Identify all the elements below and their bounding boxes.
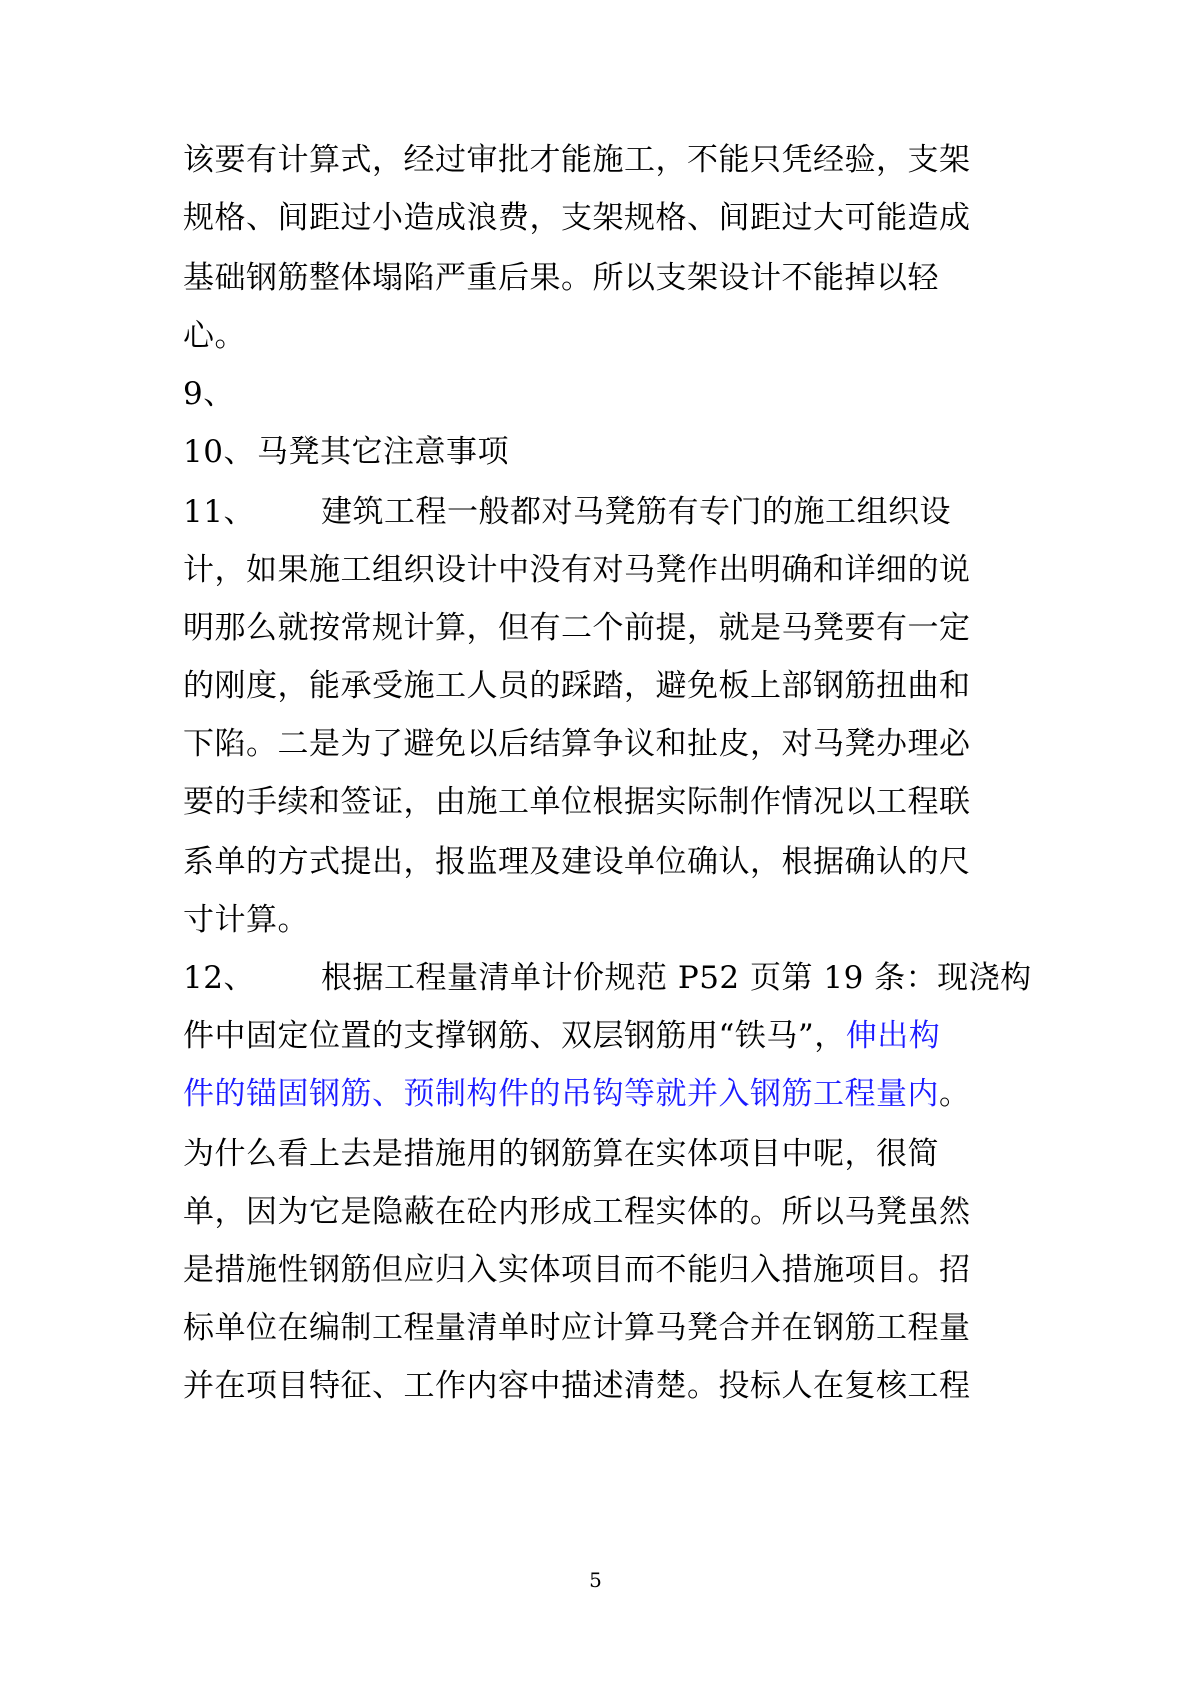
text-line: 明那么就按常规计算，但有二个前提，就是马凳要有一定	[183, 610, 971, 646]
text-line: 基础钢筋整体塌陷严重后果。所以支架设计不能掉以轻	[183, 260, 939, 296]
paragraph-text: 根据工程量清单计价规范 P52 页第 19 条：现浇构	[321, 960, 1032, 996]
paragraph-text: 。	[939, 1076, 971, 1112]
text-line: 该要有计算式，经过审批才能施工，不能只凭经验，支架	[183, 142, 971, 178]
list-item-12	[183, 958, 1032, 998]
text-line: 规格、间距过小造成浪费，支架规格、间距过大可能造成	[183, 200, 971, 236]
text-line: 下陷。二是为了避免以后结算争议和扯皮，对马凳办理必	[183, 726, 971, 762]
text-line: 要的手续和签证，由施工单位根据实际制作情况以工程联	[183, 784, 971, 820]
text-line: 计，如果施工组织设计中没有对马凳作出明确和详细的说	[183, 552, 971, 588]
text-line: 系单的方式提出，报监理及建设单位确认，根据确认的尺	[183, 844, 971, 880]
page-number: 5	[589, 1568, 602, 1592]
text-line: 为什么看上去是措施用的钢筋算在实体项目中呢，很简	[183, 1136, 939, 1172]
section-heading: 马凳其它注意事项	[257, 434, 509, 470]
list-item-9: 9、	[183, 376, 235, 412]
highlighted-text: 件的锚固钢筋、预制构件的吊钩等就并入钢筋工程量内	[183, 1076, 939, 1112]
paragraph-text: 建筑工程一般都对马凳筋有专门的施工组织设	[321, 494, 951, 530]
text-line: 心。	[183, 318, 246, 354]
text-line	[183, 1074, 971, 1114]
highlighted-text: 伸出构	[845, 1018, 941, 1054]
paragraph-text: 件中固定位置的支撑钢筋、双层钢筋用“铁马”，	[183, 1018, 846, 1054]
text-line: 标单位在编制工程量清单时应计算马凳合并在钢筋工程量	[183, 1310, 971, 1346]
list-item-10	[183, 432, 509, 472]
list-number: 10、	[183, 434, 255, 470]
text-line: 是措施性钢筋但应归入实体项目而不能归入措施项目。招	[183, 1252, 971, 1288]
text-line: 寸计算。	[183, 902, 309, 938]
text-line: 并在项目特征、工作内容中描述清楚。投标人在复核工程	[183, 1368, 971, 1404]
list-item-11	[183, 492, 951, 532]
text-line: 的刚度，能承受施工人员的踩踏，避免板上部钢筋扭曲和	[183, 668, 971, 704]
text-line: 单，因为它是隐蔽在砼内形成工程实体的。所以马凳虽然	[183, 1194, 971, 1230]
list-number: 11、	[183, 494, 255, 530]
text-line	[183, 1016, 940, 1056]
list-number: 12、	[183, 960, 255, 996]
